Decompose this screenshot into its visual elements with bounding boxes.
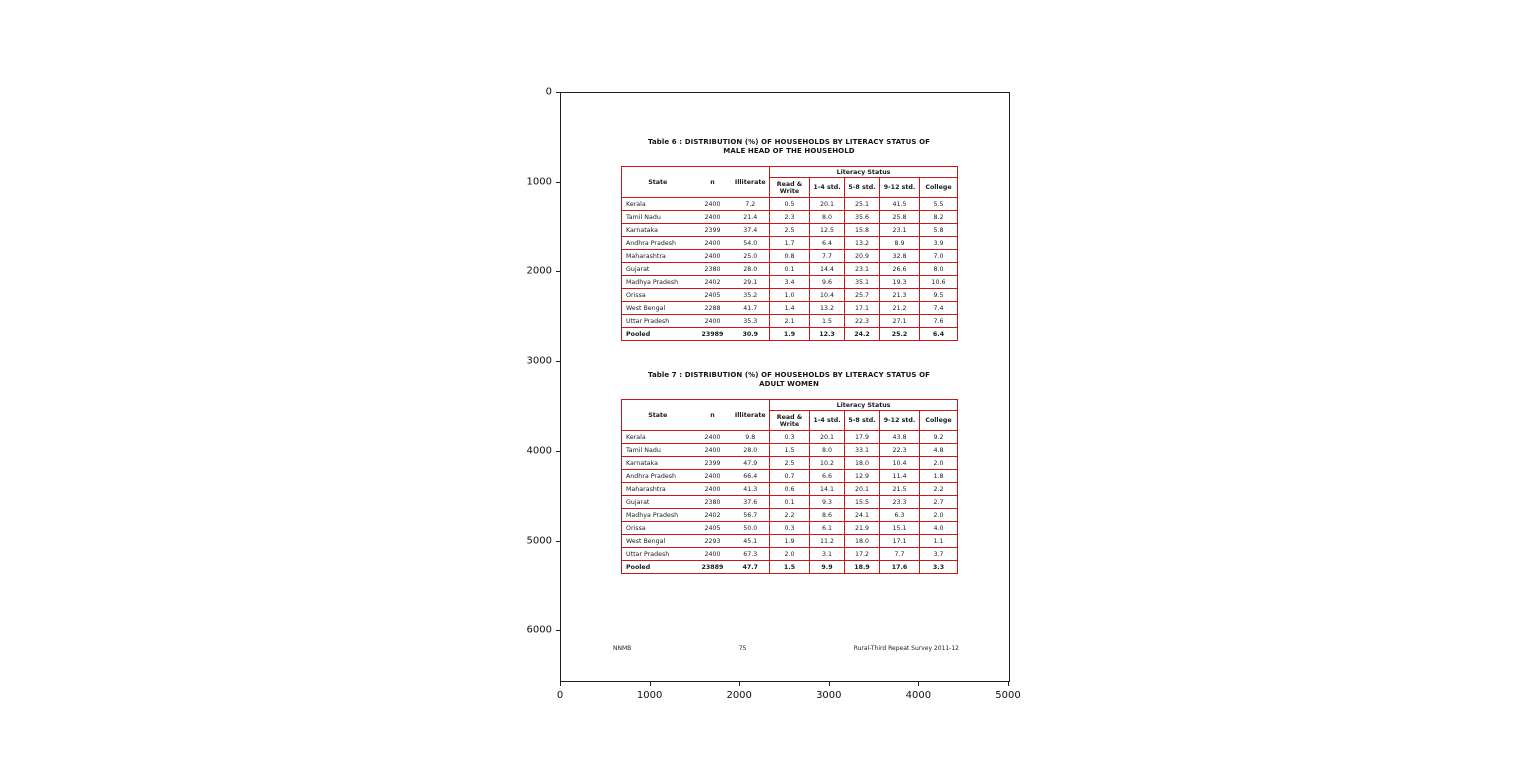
table-row — [622, 315, 958, 328]
table-cell: 2400 — [704, 446, 721, 454]
table-cell: 3.4 — [770, 276, 810, 289]
table-cell: 9.6 — [810, 276, 845, 289]
table-cell: 13.2 — [845, 237, 880, 250]
table-cell: 10.4 — [880, 457, 920, 470]
table-cell: 1.9 — [770, 328, 810, 341]
table-row — [622, 198, 958, 211]
table-cell: 11.2 — [810, 535, 845, 548]
x-tick-label: 3000 — [816, 690, 842, 701]
table-cell: Gujarat — [626, 265, 650, 273]
table-cell: 1.9 — [770, 535, 810, 548]
table-cell: 7.0 — [920, 250, 958, 263]
table-cell: 2400 — [704, 252, 721, 260]
x-tick-mark — [1008, 682, 1009, 686]
table-cell: Orissa — [626, 524, 646, 532]
table-cell: 15.5 — [845, 496, 880, 509]
table-cell: 47.9 — [743, 459, 758, 467]
table-cell: 26.6 — [880, 263, 920, 276]
table-cell: 54.0 — [743, 239, 758, 247]
x-tick-label: 1000 — [636, 690, 663, 701]
table-row — [622, 470, 958, 483]
table-cell: 3.9 — [920, 237, 958, 250]
x-tick-mark — [918, 682, 919, 686]
table-row — [622, 302, 958, 315]
table-cell: 8.6 — [810, 509, 845, 522]
column-header: n — [710, 411, 715, 419]
table-cell: 2399 — [704, 459, 721, 467]
table-cell: 41.3 — [743, 485, 758, 493]
y-tick-label: 1000 — [526, 176, 552, 188]
table-cell: Kerala — [626, 433, 646, 441]
table-cell: 17.9 — [845, 431, 880, 444]
y-tick-mark — [556, 361, 560, 362]
table-cell: 15.8 — [845, 224, 880, 237]
table-cell: 25.7 — [845, 289, 880, 302]
table-cell: 33.1 — [845, 444, 880, 457]
table-cell: 6.1 — [810, 522, 845, 535]
table-cell: 50.0 — [743, 524, 758, 532]
table-cell: 2400 — [704, 213, 721, 221]
table-cell: 15.1 — [880, 522, 920, 535]
table-cell: 2400 — [704, 317, 721, 325]
table-cell: 11.4 — [880, 470, 920, 483]
table-cell: 2293 — [704, 537, 721, 545]
table-cell: 25.8 — [880, 211, 920, 224]
group-header: Literacy Status — [770, 400, 958, 411]
table-title: Table 7 : DISTRIBUTION (%) OF HOUSEHOLDS BY LITERACY STATUS OF ADULT WOMEN — [647, 371, 931, 388]
table-cell: Gujarat — [626, 498, 650, 506]
table-cell: 9.2 — [920, 431, 958, 444]
table-cell: 7.2 — [745, 200, 756, 208]
column-header: State — [648, 411, 668, 419]
table-cell: 32.8 — [880, 250, 920, 263]
column-header: Read & Write — [770, 178, 810, 198]
table-cell: 2.0 — [920, 457, 958, 470]
table-cell: 0.3 — [770, 431, 810, 444]
table-row — [622, 224, 958, 237]
table-row — [622, 496, 958, 509]
table-cell: 3.7 — [920, 548, 958, 561]
column-header: 1-4 std. — [810, 178, 845, 198]
table-cell: 17.1 — [845, 302, 880, 315]
table-cell: Maharashtra — [626, 485, 666, 493]
table-row — [622, 250, 958, 263]
table-cell: 3.1 — [810, 548, 845, 561]
table-cell: 45.1 — [743, 537, 758, 545]
column-header: 5-8 std. — [845, 178, 880, 198]
table-cell: 0.7 — [770, 470, 810, 483]
table-cell: 14.4 — [810, 263, 845, 276]
table-cell: 1.4 — [770, 302, 810, 315]
table7-block — [621, 371, 957, 574]
table-cell: 37.6 — [743, 498, 758, 506]
table-row — [622, 211, 958, 224]
table-row — [622, 509, 958, 522]
table-cell: 2405 — [704, 524, 721, 532]
footer-page-number: 75 — [738, 645, 747, 652]
table-cell: 25.1 — [845, 198, 880, 211]
table-cell: 0.8 — [770, 250, 810, 263]
table-cell: 9.9 — [810, 561, 845, 574]
table-row — [622, 548, 958, 561]
table-cell: 23889 — [701, 563, 724, 571]
column-header: Illiterate — [734, 411, 766, 419]
table-cell: 7.6 — [920, 315, 958, 328]
table-cell: 2402 — [704, 511, 721, 519]
table-cell: 35.1 — [845, 276, 880, 289]
table-row — [622, 483, 958, 496]
table-cell: 2.5 — [770, 457, 810, 470]
x-tick-label: 2000 — [726, 690, 752, 701]
table-cell: West Bengal — [626, 304, 666, 312]
table-cell: 2400 — [704, 485, 721, 493]
table-cell: 35.6 — [845, 211, 880, 224]
table-cell: West Bengal — [626, 537, 666, 545]
table-cell: 1.8 — [920, 470, 958, 483]
table-cell: 17.2 — [845, 548, 880, 561]
table-cell: Andhra Pradesh — [626, 472, 677, 480]
y-tick-mark — [556, 182, 560, 183]
column-header: 5-8 std. — [845, 411, 880, 431]
table-cell: 17.6 — [880, 561, 920, 574]
table-cell: 22.3 — [845, 315, 880, 328]
table-cell: 67.3 — [743, 550, 758, 558]
y-tick-mark — [556, 92, 560, 93]
x-tick-mark — [650, 682, 651, 686]
x-tick-mark — [739, 682, 740, 686]
table-cell: 20.1 — [845, 483, 880, 496]
table-cell: 2399 — [704, 226, 721, 234]
table-cell: 0.3 — [770, 522, 810, 535]
table-cell: 6.6 — [810, 470, 845, 483]
table-cell: 1.7 — [770, 237, 810, 250]
table-cell: 13.2 — [810, 302, 845, 315]
table-cell: 2.2 — [770, 509, 810, 522]
table-cell: 66.4 — [743, 472, 758, 480]
table-cell: 2.3 — [770, 211, 810, 224]
table-cell: 6.4 — [810, 237, 845, 250]
table-title: Table 6 : DISTRIBUTION (%) OF HOUSEHOLDS BY LITERACY STATUS OF MALE HEAD OF THE HOUSEHOLD — [647, 138, 931, 155]
table-cell: 2288 — [704, 304, 721, 312]
column-header: College — [920, 411, 958, 431]
table-cell: 0.6 — [770, 483, 810, 496]
footer-org-label: NNMB — [613, 645, 632, 652]
footer-survey-label: Rural-Third Repeat Survey 2011-12 — [853, 645, 959, 652]
table-cell: 21.4 — [743, 213, 758, 221]
y-tick-mark — [556, 271, 560, 272]
table-row — [622, 237, 958, 250]
table-cell: Uttar Pradesh — [626, 550, 670, 558]
table-cell: 23.1 — [880, 224, 920, 237]
table-cell: 19.3 — [880, 276, 920, 289]
x-tick-label: 4000 — [905, 690, 932, 701]
table-cell: 2380 — [704, 265, 721, 273]
table-row — [622, 444, 958, 457]
table-cell: 4.0 — [920, 522, 958, 535]
table-cell: 56.7 — [743, 511, 758, 519]
table-cell: 12.9 — [845, 470, 880, 483]
table-cell: 0.1 — [770, 263, 810, 276]
table-cell: 7.4 — [920, 302, 958, 315]
table-cell: Pooled — [626, 330, 651, 338]
table-cell: 21.9 — [845, 522, 880, 535]
column-header: College — [920, 178, 958, 198]
table-cell: 9.3 — [810, 496, 845, 509]
table-cell: 12.3 — [810, 328, 845, 341]
table-cell: 0.1 — [770, 496, 810, 509]
table-cell: Madhya Pradesh — [626, 511, 679, 519]
table-row — [622, 522, 958, 535]
table-cell: 21.2 — [880, 302, 920, 315]
table-cell: 18.0 — [845, 457, 880, 470]
table-cell: 8.0 — [920, 263, 958, 276]
column-header: Read & Write — [770, 411, 810, 431]
table-cell: 7.7 — [810, 250, 845, 263]
table-cell: 2400 — [704, 472, 721, 480]
table-cell: 1.5 — [770, 444, 810, 457]
table-cell: 9.5 — [920, 289, 958, 302]
table-cell: 35.3 — [743, 317, 758, 325]
table-cell: Kerala — [626, 200, 646, 208]
table-cell: 2.5 — [770, 224, 810, 237]
table-row — [622, 328, 958, 341]
table-cell: 20.9 — [845, 250, 880, 263]
table-cell: 2380 — [704, 498, 721, 506]
table-cell: 8.0 — [810, 211, 845, 224]
table-cell: 2.1 — [770, 315, 810, 328]
table-cell: 21.5 — [880, 483, 920, 496]
y-tick-mark — [556, 541, 560, 542]
table-cell: Orissa — [626, 291, 646, 299]
table-cell: 2400 — [704, 550, 721, 558]
table-cell: 10.2 — [810, 457, 845, 470]
table-cell: 21.3 — [880, 289, 920, 302]
table-cell: 6.4 — [920, 328, 958, 341]
table-cell: 24.2 — [845, 328, 880, 341]
y-tick-label: 4000 — [526, 445, 552, 457]
x-tick-label: 0 — [556, 690, 564, 701]
table-cell: 4.8 — [920, 444, 958, 457]
table-cell: 20.1 — [810, 431, 845, 444]
table-row — [622, 535, 958, 548]
table-cell: 5.5 — [920, 198, 958, 211]
y-tick-label: 5000 — [526, 535, 552, 546]
column-header: n — [710, 178, 715, 186]
literacy-table — [621, 166, 958, 341]
table-cell: 2.2 — [920, 483, 958, 496]
table-cell: 0.5 — [770, 198, 810, 211]
table-cell: Uttar Pradesh — [626, 317, 670, 325]
table-row — [622, 289, 958, 302]
table-cell: 25.2 — [880, 328, 920, 341]
table-cell: 37.4 — [743, 226, 758, 234]
y-tick-mark — [556, 451, 560, 452]
table-cell: 29.1 — [743, 278, 758, 286]
table-row — [622, 431, 958, 444]
table-cell: 22.3 — [880, 444, 920, 457]
plot-axes — [560, 92, 1010, 682]
table-cell: 2405 — [704, 291, 721, 299]
table-cell: 41.7 — [743, 304, 758, 312]
table-cell: 2402 — [704, 278, 721, 286]
table-row — [622, 263, 958, 276]
table-row — [622, 276, 958, 289]
table-cell: 2400 — [704, 433, 721, 441]
group-header: Literacy Status — [770, 167, 958, 178]
table-cell: 41.5 — [880, 198, 920, 211]
table-cell: 35.2 — [743, 291, 758, 299]
table-cell: 14.1 — [810, 483, 845, 496]
column-header: Illiterate — [734, 178, 766, 186]
table-cell: 28.0 — [743, 446, 758, 454]
x-tick-mark — [560, 682, 561, 686]
table-cell: 43.8 — [880, 431, 920, 444]
table-cell: 23.3 — [880, 496, 920, 509]
y-tick-mark — [556, 630, 560, 631]
table-cell: 24.1 — [845, 509, 880, 522]
column-header: State — [648, 178, 668, 186]
table-cell: 2400 — [704, 200, 721, 208]
page-footer — [561, 645, 1009, 652]
table-cell: 1.5 — [810, 315, 845, 328]
table-cell: 20.1 — [810, 198, 845, 211]
table6-block — [621, 138, 957, 341]
table-cell: 12.5 — [810, 224, 845, 237]
y-tick-label: 2000 — [526, 265, 552, 277]
table-cell: 2400 — [704, 239, 721, 247]
table-cell: 2.7 — [920, 496, 958, 509]
table-cell: 17.1 — [880, 535, 920, 548]
table-cell: 8.0 — [810, 444, 845, 457]
table-cell: Karnataka — [626, 226, 658, 234]
literacy-table — [621, 399, 958, 574]
table-cell: 27.1 — [880, 315, 920, 328]
table-cell: 8.9 — [880, 237, 920, 250]
column-header: 9-12 std. — [880, 411, 920, 431]
table-cell: 18.0 — [845, 535, 880, 548]
table-cell: 8.2 — [920, 211, 958, 224]
table-cell: 30.9 — [742, 330, 759, 338]
table-cell: Karnataka — [626, 459, 658, 467]
table-cell: 1.1 — [920, 535, 958, 548]
column-header: 9-12 std. — [880, 178, 920, 198]
table-cell: 5.8 — [920, 224, 958, 237]
table-cell: 10.4 — [810, 289, 845, 302]
y-tick-label: 0 — [545, 86, 552, 98]
x-tick-mark — [829, 682, 830, 686]
table-cell: Pooled — [626, 563, 651, 571]
table-cell: 23.1 — [845, 263, 880, 276]
table-cell: 2.0 — [770, 548, 810, 561]
x-tick-label: 5000 — [995, 690, 1021, 701]
table-cell: 2.0 — [920, 509, 958, 522]
table-cell: 28.0 — [743, 265, 758, 273]
table-cell: Maharashtra — [626, 252, 666, 260]
table-cell: Tamil Nadu — [626, 213, 661, 221]
table-cell: 25.0 — [743, 252, 758, 260]
table-cell: 1.5 — [770, 561, 810, 574]
table-cell: 6.3 — [880, 509, 920, 522]
table-cell: Madhya Pradesh — [626, 278, 679, 286]
table-cell: 9.8 — [745, 433, 756, 441]
table-cell: 10.6 — [920, 276, 958, 289]
y-tick-label: 3000 — [526, 355, 552, 367]
table-cell: 3.3 — [920, 561, 958, 574]
table-cell: 18.9 — [845, 561, 880, 574]
table-cell: 1.0 — [770, 289, 810, 302]
table-cell: Andhra Pradesh — [626, 239, 677, 247]
column-header: 1-4 std. — [810, 411, 845, 431]
table-cell: 47.7 — [742, 563, 759, 571]
table-row — [622, 457, 958, 470]
table-cell: Tamil Nadu — [626, 446, 661, 454]
table-row — [622, 561, 958, 574]
y-tick-label: 6000 — [526, 624, 552, 636]
table-cell: 23989 — [701, 330, 724, 338]
table-cell: 7.7 — [880, 548, 920, 561]
